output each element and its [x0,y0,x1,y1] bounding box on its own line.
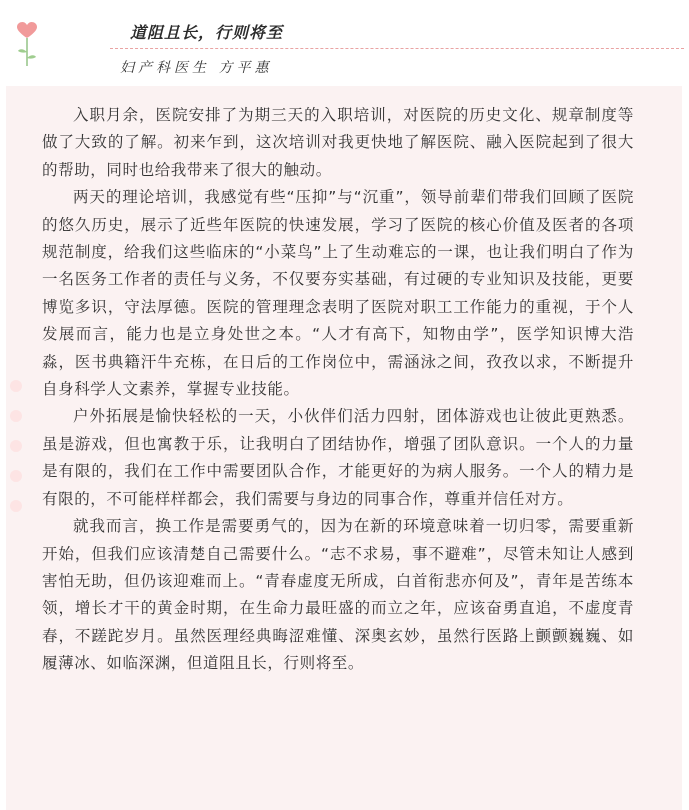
dot-icon [10,440,22,452]
paragraph: 就我而言，换工作是需要勇气的，因为在新的环境意味着一切归零，需要重新开始，但我们应该清楚自己需要什么。“志不求易，事不避难”，尽管未知让人感到害怕无助，但仍该迎难而上。“青春虚度无所成，白首衔悲亦何及”，青年是苦练本领，增长才干的黄金时期，在生命力最旺盛的而立之年，应该奋勇直追，不虚度青春，不蹉跎岁月。虽然医理经典晦涩难懂、深奥玄妙，虽然行医路上颤颤巍巍、如履薄冰、如临深渊，但道阻且长，行则将至。 [42,517,634,673]
article-body [42,102,634,678]
dot-icon [10,500,22,512]
article-title: 道阻且长，行则将至 [130,23,284,42]
side-dots-decoration [10,380,24,520]
paragraph: 两天的理论培训，我感觉有些“压抑”与“沉重”，领导前辈们带我们回顾了医院的悠久历史，展示了近些年医院的快速发展，学习了医院的核心价值及医者的各项规范制度，给我们这些临床的“小菜鸟”上了生动难忘的一课，也让我们明白了作为一名医务工作者的责任与义务，不仅要夯实基础，有过硬的专业知识及技能，更要博览多识，守法厚德。医院的管理理念表明了医院对职工工作能力的重视，于个人发展而言，能力也是立身处世之本。“人才有高下，知物由学”，医学知识博大浩淼，医书典籍汗牛充栋，在日后的工作岗位中，需涵泳之间，孜孜以求，不断提升自身科学人文素养，掌握专业技能。 [42,188,634,399]
article-header [0,0,689,90]
paragraph: 户外拓展是愉快轻松的一天，小伙伴们活力四射，团体游戏也让彼此更熟悉。虽是游戏，但也寓教于乐，让我明白了团结协作，增强了团队意识。一个人的力量是有限的，我们在工作中需要团队合作，才能更好的为病人服务。一个人的精力是有限的，不可能样样都会，我们需要与身边的同事合作，尊重并信任对方。 [42,407,634,508]
dot-icon [10,380,22,392]
dot-icon [10,470,22,482]
paragraph: 入职月余，医院安排了为期三天的入职培训，对医院的历史文化、规章制度等做了大致的了解。初来乍到，这次培训对我更快地了解医院、融入医院起到了很大的帮助，同时也给我带来了很大的触动。 [42,106,634,179]
dot-icon [10,410,22,422]
title-divider [110,48,684,49]
author-line: 妇产科医生 方平惠 [120,60,273,76]
heart-flower-icon [14,22,40,68]
